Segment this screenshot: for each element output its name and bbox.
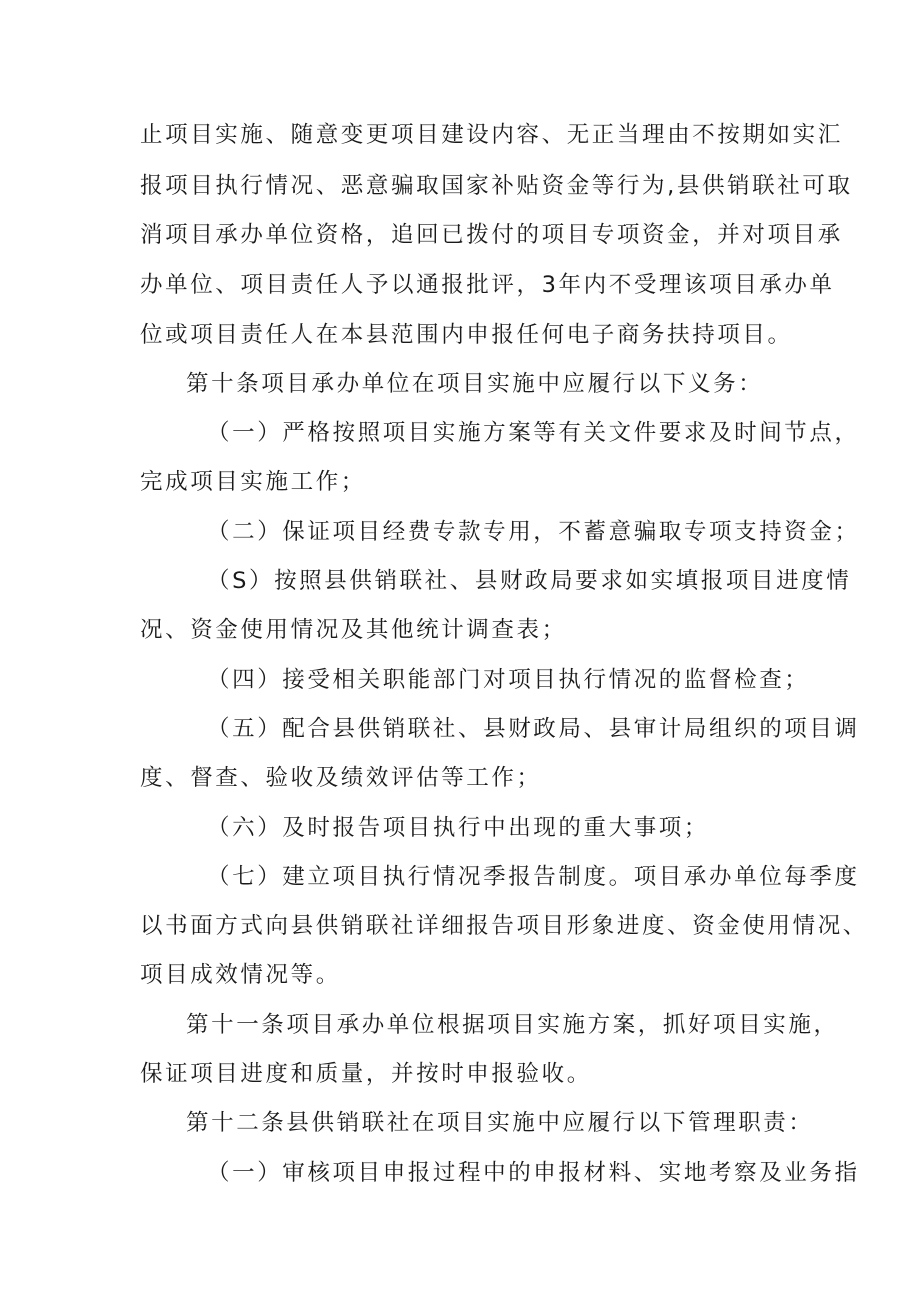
article-heading-line: 第十二条县供销联社在项目实施中应履行以下管理职责： [186, 1110, 814, 1136]
text-line: （五）配合县供销联社、县财政局、县审计局组织的项目调 [207, 716, 860, 742]
text-line: 况、资金使用情况及其他统计调查表； [140, 617, 567, 643]
text-line: （一）严格按照项目实施方案等有关文件要求及时间节点， [207, 420, 860, 446]
text-line: 完成项目实施工作； [140, 469, 366, 495]
text-line: 办单位、项目责任人予以通报批评，3年内不受理该项目承办单 [140, 272, 835, 298]
text-line: 消项目承办单位资格，追回已拨付的项目专项资金，并对项目承 [140, 222, 843, 248]
text-line: 项目成效情况等。 [140, 962, 341, 988]
text-line: 度、督查、验收及绩效评估等工作； [140, 765, 542, 791]
text-line: 报项目执行情况、恶意骗取国家补贴资金等行为,县供销联社可取 [140, 173, 853, 199]
text-line: （S）按照县供销联社、县财政局要求如实填报项目进度情 [207, 568, 852, 594]
article-heading-line: 第十一条项目承办单位根据项目实施方案，抓好项目实施， [186, 1012, 839, 1038]
text-line: （二）保证项目经费专款专用，不蓄意骗取专项支持资金； [207, 519, 860, 545]
text-line: （四）接受相关职能部门对项目执行情况的监督检查； [207, 667, 810, 693]
text-line: （七）建立项目执行情况季报告制度。项目承办单位每季度 [207, 864, 860, 890]
text-line: （六）及时报告项目执行中出现的重大事项； [207, 815, 710, 841]
text-line: 保证项目进度和质量，并按时申报验收。 [140, 1061, 592, 1087]
text-line: 止项目实施、随意变更项目建设内容、无正当理由不按期如实汇 [140, 122, 843, 148]
article-heading-line: 第十条项目承办单位在项目实施中应履行以下义务： [186, 371, 764, 397]
text-line: 位或项目责任人在本县范围内申报任何电子商务扶持项目。 [140, 322, 793, 348]
text-line: （一）审核项目申报过程中的申报材料、实地考察及业务指 [207, 1160, 860, 1186]
text-line: 以书面方式向县供销联社详细报告项目形象进度、资金使用情况、 [140, 913, 868, 939]
